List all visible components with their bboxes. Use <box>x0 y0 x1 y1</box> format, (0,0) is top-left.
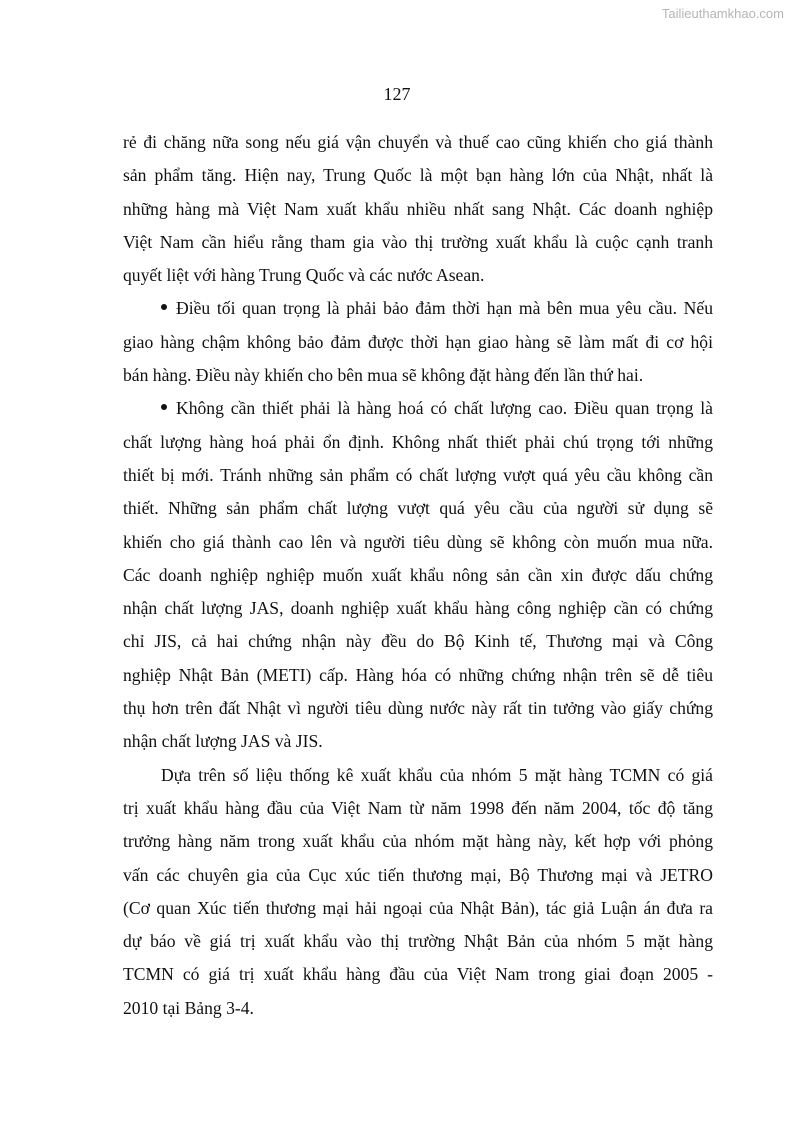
text-line: thiết. Những sản phẩm chất lượng vượt quá yêu cầu của người sử dụng sẽ <box>123 498 713 519</box>
text-line: Các doanh nghiệp nghiệp muốn xuất khẩu nông sản cần xin được dấu chứng <box>123 564 713 585</box>
text-line: Việt Nam cần hiểu rằng tham gia vào thị trường xuất khẩu là cuộc cạnh tranh <box>123 231 713 252</box>
text-line <box>123 392 713 425</box>
text-line: thụ hơn trên đất Nhật vì người tiêu dùng nước này rất tin tưởng vào giấy chứng <box>123 698 713 719</box>
text-line: 2010 tại Bảng 3-4. <box>123 997 254 1018</box>
bullet-paragraph <box>123 392 713 758</box>
text-line: nhận chất lượng JAS, doanh nghiệp xuất khẩu hàng công nghiệp cần có chứng <box>123 598 713 619</box>
bullet-icon <box>161 404 167 410</box>
text-line: trưởng hàng năm trong xuất khẩu của nhóm mặt hàng này, kết hợp với phỏng <box>123 831 713 852</box>
text-line: TCMN có giá trị xuất khẩu hàng đầu của Việt Nam trong giai đoạn 2005 - <box>123 964 713 985</box>
text-line: những hàng mà Việt Nam xuất khẩu nhiều nhất sang Nhật. Các doanh nghiệp <box>123 198 713 219</box>
paragraph <box>123 759 713 1025</box>
bullet-icon <box>161 304 167 310</box>
text-line: dự báo về giá trị xuất khẩu vào thị trường Nhật Bản của nhóm 5 mặt hàng <box>123 931 713 952</box>
text-line: trị xuất khẩu hàng đầu của Việt Nam từ năm 1998 đến năm 2004, tốc độ tăng <box>123 797 713 818</box>
watermark: Tailieuthamkhao.com <box>661 6 784 21</box>
paragraph <box>123 126 713 292</box>
text-line: (Cơ quan Xúc tiến thương mại hải ngoại của Nhật Bản), tác giả Luận án đưa ra <box>123 897 713 918</box>
text-line <box>123 292 713 325</box>
text-line: thiết bị mới. Tránh những sản phẩm có chất lượng vượt quá yêu cầu không cần <box>123 464 713 485</box>
text-line: rẻ đi chăng nữa song nếu giá vận chuyển và thuế cao cũng khiến cho giá thành <box>123 132 713 152</box>
text-line-content: Điều tối quan trọng là phải bảo đảm thời hạn mà bên mua yêu cầu. Nếu <box>176 298 713 319</box>
text-line: giao hàng chậm không bảo đảm được thời hạn giao hàng sẽ làm mất đi cơ hội <box>123 331 713 352</box>
text-line: Dựa trên số liệu thống kê xuất khẩu của nhóm 5 mặt hàng TCMN có giá <box>161 764 713 785</box>
text-line: vấn các chuyên gia của Cục xúc tiến thương mại, Bộ Thương mại và JETRO <box>123 864 713 885</box>
text-line: khiến cho giá thành cao lên và người tiêu dùng sẽ không còn muốn mua nữa. <box>123 531 713 552</box>
text-line: nghiệp Nhật Bản (METI) cấp. Hàng hóa có những chứng nhận trên sẽ dễ tiêu <box>123 664 713 685</box>
page-number: 127 <box>383 84 411 104</box>
text-line-content: Không cần thiết phải là hàng hoá có chất lượng cao. Điều quan trọng là <box>176 398 713 419</box>
document-body <box>123 126 713 1025</box>
text-line: chất lượng hàng hoá phải ổn định. Không nhất thiết phải chú trọng tới những <box>123 431 713 452</box>
text-line: sản phẩm tăng. Hiện nay, Trung Quốc là một bạn hàng lớn của Nhật, nhất là <box>123 165 713 186</box>
text-line: chỉ JIS, cả hai chứng nhận này đều do Bộ Kinh tế, Thương mại và Công <box>123 631 713 652</box>
text-line: quyết liệt với hàng Trung Quốc và các nước Asean. <box>123 265 485 286</box>
bullet-paragraph <box>123 292 713 392</box>
text-line: nhận chất lượng JAS và JIS. <box>123 731 323 752</box>
text-line: bán hàng. Điều này khiến cho bên mua sẽ không đặt hàng đến lần thứ hai. <box>123 365 644 386</box>
